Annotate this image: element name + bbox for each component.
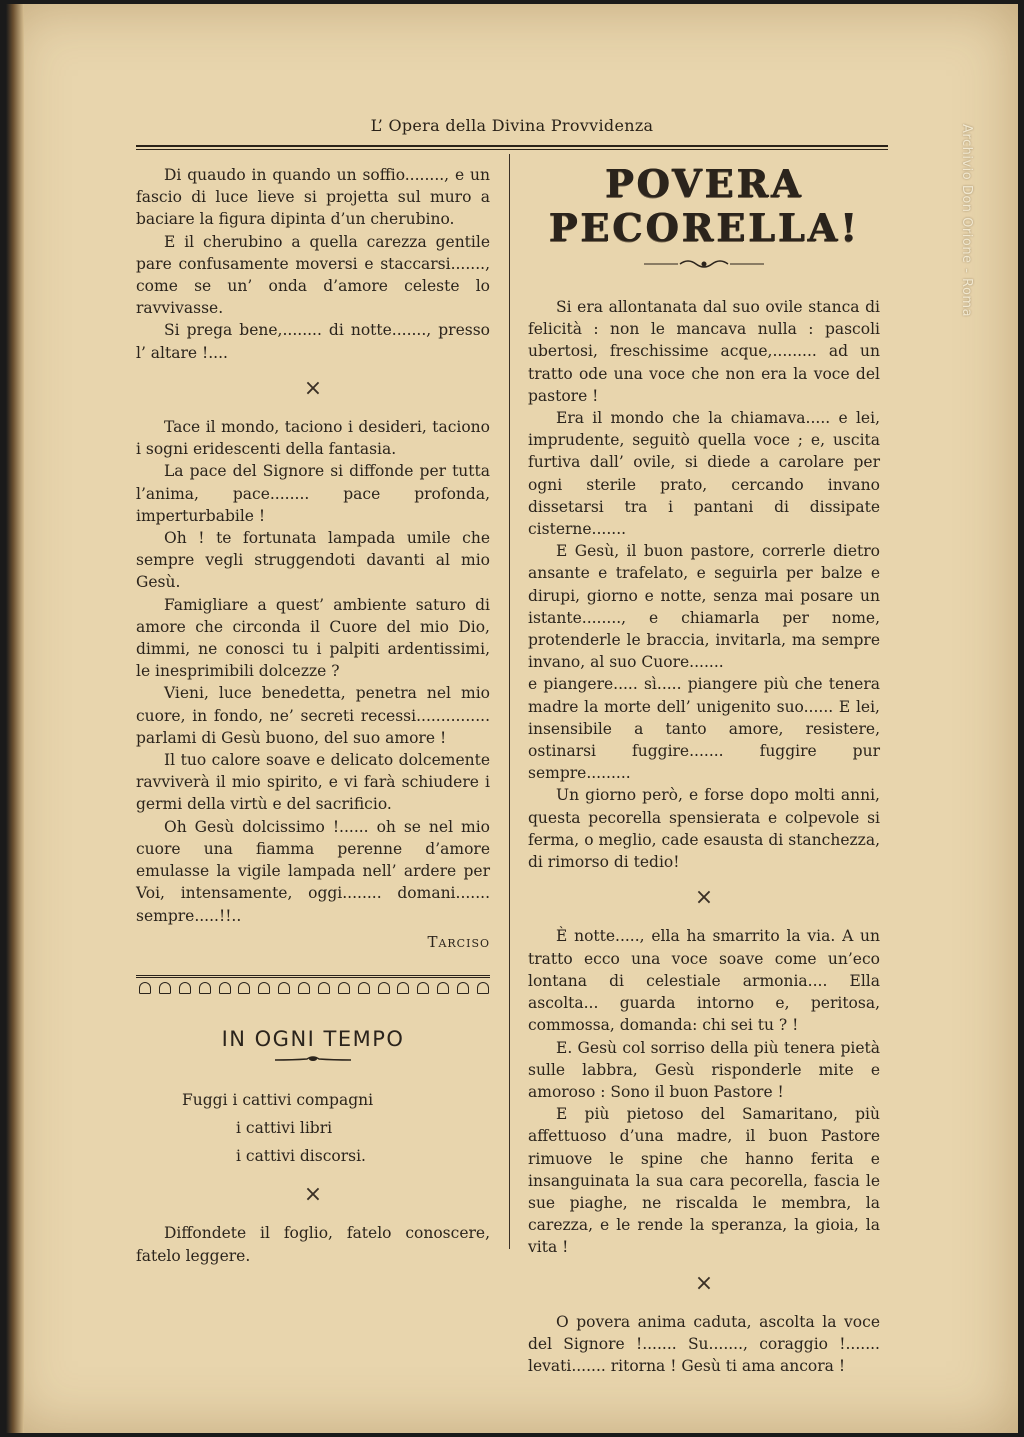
paragraph: Il tuo calore soave e delicato dolcemente ravviverà il mio spirito, e vi farà schiudere i germi della virtù e del sacrificio. [136,751,490,814]
section-title: IN OGNI TEMPO [221,1026,405,1051]
paragraph: Era il mondo che la chiamava..... e lei, imprudente, seguitò quella voce ; e, uscita furtiva dall’ ovile, si diede a carolare per ogni sterile prato, cercando invano dissetarsi tra i pantani di dissipate cisterne....... [528,409,880,539]
paragraph: Di quaudo in quando un soffio........, e un fascio di luce lieve si projetta sul muro a baciare la figura dipinta d’un cherubino. [136,166,490,229]
article-title: POVERA PECORELLA! [548,161,860,250]
maxim: i cattivi libri [236,1119,333,1138]
paragraph: Oh ! te fortunata lampada umile che sempre vegli struggendoti davanti al mio Gesù. [136,529,490,592]
fleuron-icon [375,980,391,994]
fleuron-icon [474,980,490,994]
paragraph: Un giorno però, e forse dopo molti anni, questa pecorella spensierata e colpevole si ferma, o meglio, cade esausta di stanchezza, di rimorso di tedio! [528,786,880,872]
paragraph: Vieni, luce benedetta, penetra nel mio cuore, in fondo, ne’ secreti recessi............... parlami di Gesù buono, del suo amore ! [136,684,490,747]
paragraph: La pace del Signore si diffonde per tutta l’anima, pace........ pace profonda, imperturbabile ! [136,462,490,525]
fleuron-icon [196,980,212,994]
fleuron-icon [176,980,192,994]
running-header-title: L’ Opera della Divina Provvidenza [370,116,654,135]
fleuron-icon [275,980,291,994]
paragraph: Diffondete il foglio, fatelo conoscere, fatelo leggere. [136,1224,490,1265]
fleuron-icon [315,980,331,994]
paragraph: Si prega bene,........ di notte......., presso l’ altare !.... [136,321,490,362]
fleuron-icon [216,980,232,994]
fleuron-icon [255,980,271,994]
header-rule-thin [136,149,888,150]
left-column [136,164,490,1267]
cross-separator [136,1184,490,1206]
paragraph: E il cherubino a quella carezza gentile pare confusamente moversi e staccarsi......., come se un’ onda d’amore celeste lo ravvivasse. [136,232,490,318]
fleuron-icon [295,980,311,994]
fleuron-icon [454,980,470,994]
header-rule [136,145,888,147]
paragraph: Oh Gesù dolcissimo !...... oh se nel mio cuore una fiamma perenne d’amore emulasse la vigile lampada nell’ ardere per Voi, intensamente, oggi........ domani....... sempre.....!!.. [136,817,490,925]
maxims-list [136,1086,490,1170]
cross-icon: × [694,885,714,911]
cross-separator [136,375,490,401]
newspaper-page [6,4,1018,1433]
author-signature: Tarciso [427,932,490,951]
ornamental-border [136,975,490,1002]
paragraph: Famigliare a quest’ ambiente saturo di amore che circonda il Cuore del mio Dio, dimmi, ne conosci tu i palpiti ardentissimi, le inesprimibili dolcezze ? [136,595,490,681]
title-flourish-icon [273,1054,353,1064]
title-flourish-icon [642,258,766,270]
fleuron-icon [355,980,371,994]
cross-icon: × [303,375,323,401]
fleuron-icon [434,980,450,994]
right-column [528,162,880,1377]
fleuron-icon [156,980,172,994]
maxim: i cattivi discorsi. [236,1147,366,1166]
fleuron-icon [394,980,410,994]
fleuron-icon [136,980,152,994]
cross-icon: × [303,1182,323,1208]
cross-icon: × [694,1270,714,1296]
paragraph: E. Gesù col sorriso della più tenera pietà sulle labbra, Gesù risponderle mite e amoroso : Sono il buon Pastore ! [528,1038,880,1101]
fleuron-icon [235,980,251,994]
column-divider [509,154,510,1249]
page-spine-shadow [6,4,24,1433]
fleuron-icon [414,980,430,994]
paragraph: Tace il mondo, taciono i desideri, taciono i sogni eridescenti della fantasia. [136,418,490,459]
paragraph: e piangere..... sì..... piangere più che tenera madre la morte dell’ unigenito suo...... E lei, insensibile a tanto amore, resistere, ostinarsi fuggire....... fuggire pur sempre......... [528,675,880,783]
paragraph: È notte....., ella ha smarrito la via. A un tratto ecco una voce soave come un’eco lontana di celestiale armonia.... Ella ascolta... guarda intorno e, peritosa, commossa, domanda: chi sei tu ? ! [528,927,880,1035]
paragraph: Si era allontanata dal suo ovile stanca di felicità : non le mancava nulla : pascoli ubertosi, freschissime acque,......... ad un tratto ode una voce che non era la voce del pastore ! [528,298,880,405]
maxim: Fuggi i cattivi compagni [182,1091,374,1110]
paragraph: E più pietoso del Samaritano, più affettuoso d’una madre, il buon Pastore rimuove le spine che hanno ferita e insanguinata la sua cara pecorella, fascia le sue piaghe, ne riscalda le membra, la carezza, e le rende la speranza, la gioia, la vita ! [528,1105,880,1257]
paragraph: O povera anima caduta, ascolta la voce del Signore !....... Su......., coraggio !....... levati....... ritorna ! Gesù ti ama ancora ! [528,1312,880,1376]
fleuron-icon [335,980,351,994]
archive-stamp: Archivio Don Orione - Roma [959,124,974,318]
cross-separator [528,887,880,909]
cross-separator [528,1270,880,1296]
paragraph: E Gesù, il buon pastore, correrle dietro ansante e trafelato, e seguirla per balze e dirupi, giorno e notte, senza mai posare un istante........, e chiamarla per nome, protenderle le braccia, invitarla, ma sempre invano, al suo Cuore....... [528,542,880,672]
